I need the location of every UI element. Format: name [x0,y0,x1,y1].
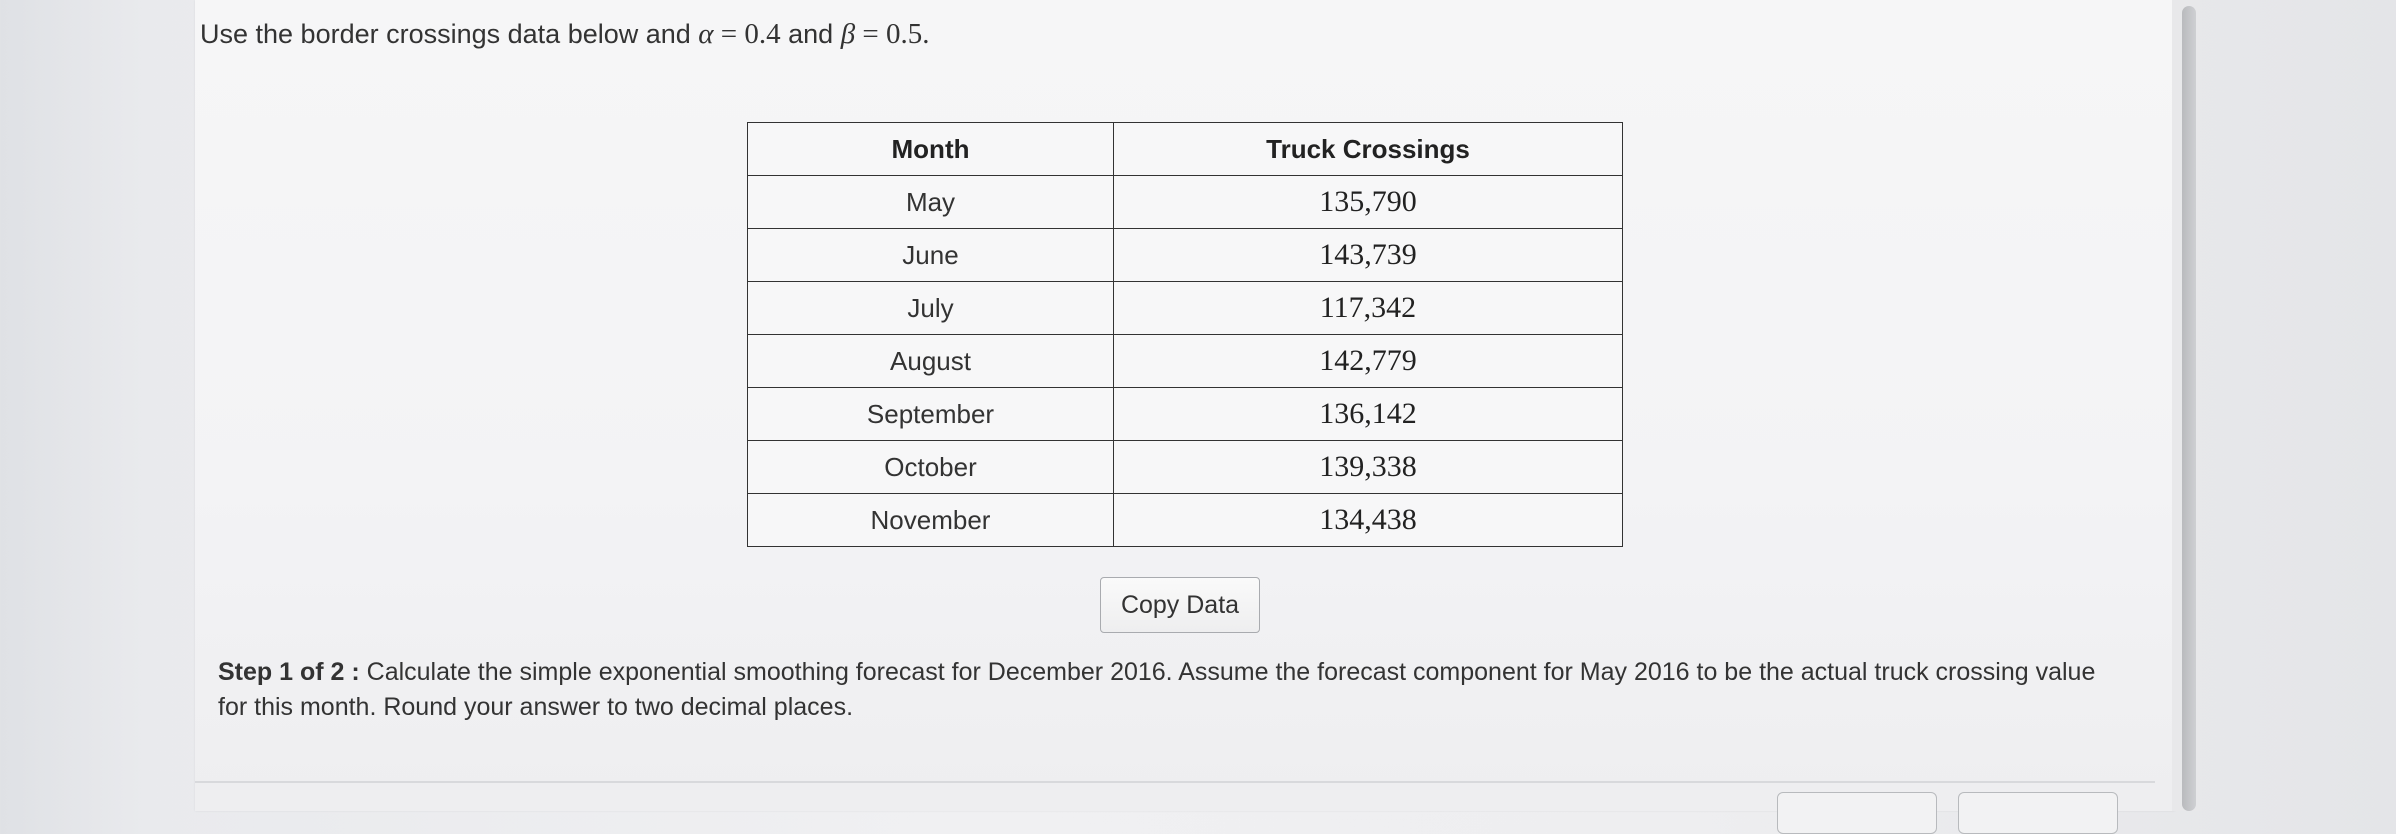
table-row [748,176,1623,229]
beta-expression [841,18,930,50]
beta-value: = 0.5. [855,18,930,50]
section-divider [195,781,2155,783]
table-row [748,494,1623,547]
cell-crossings: 135,790 [1114,176,1623,229]
table-header-row [748,123,1623,176]
scrollbar-thumb[interactable] [2182,6,2196,811]
alpha-value: = 0.4 [713,18,781,50]
cell-crossings: 117,342 [1114,282,1623,335]
intro-text: Use the border crossings data below and [200,19,699,49]
alpha-symbol: α [698,18,714,50]
beta-symbol: β [840,18,856,50]
copy-data-button[interactable]: Copy Data [1100,577,1260,633]
table-row [748,229,1623,282]
cell-month: May [748,176,1114,229]
footer-button-right[interactable] [1958,792,2118,834]
cell-crossings: 143,739 [1114,229,1623,282]
table-row [748,335,1623,388]
table-row [748,388,1623,441]
cell-month: October [748,441,1114,494]
step-text: Calculate the simple exponential smoothing forecast for December 2016. Assume the forecast component for May 2016 to be the actual truck crossing value for this month. Round your answer to two decimal places. [218,658,2096,721]
footer-button-left[interactable] [1777,792,1937,834]
alpha-expression [698,18,780,50]
cell-month: July [748,282,1114,335]
cell-month: August [748,335,1114,388]
table-row [748,441,1623,494]
header-month: Month [748,123,1114,176]
cell-month: June [748,229,1114,282]
cell-crossings: 136,142 [1114,388,1623,441]
step-instructions [218,655,2108,725]
cell-crossings: 139,338 [1114,441,1623,494]
step-label: Step 1 of 2 : [218,658,360,686]
table-row [748,282,1623,335]
question-intro [200,18,930,51]
cell-month: November [748,494,1114,547]
cell-month: September [748,388,1114,441]
cell-crossings: 134,438 [1114,494,1623,547]
header-truck-crossings: Truck Crossings [1114,123,1623,176]
cell-crossings: 142,779 [1114,335,1623,388]
intro-and: and [780,19,841,49]
border-crossings-table [747,122,1623,547]
